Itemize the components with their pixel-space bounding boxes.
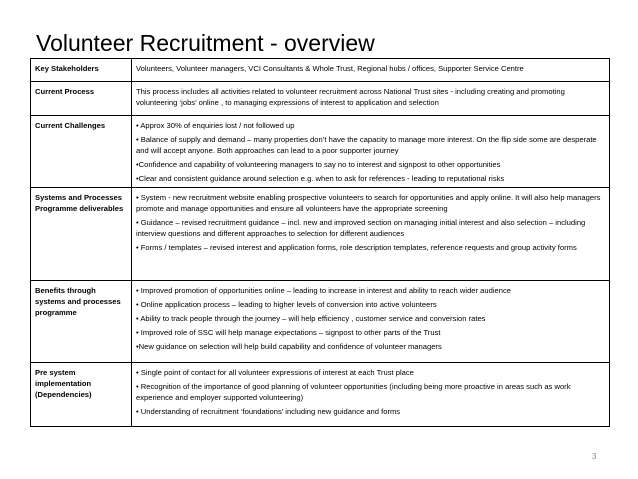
row-label: Systems and Processes Programme deliverables — [31, 188, 132, 281]
row-label: Benefits through systems and processes programme — [31, 281, 132, 363]
row-label: Key Stakeholders — [31, 59, 132, 82]
content-line: • Balance of supply and demand – many properties don’t have the capacity to manage more interest. On the flip side some are desperate and will accept anyone. Both approaches can lead to a poor supporter journey — [136, 135, 597, 155]
content-line: •New guidance on selection will help build capability and confidence of volunteer managers — [136, 342, 442, 351]
row-content — [132, 59, 610, 82]
content-line: •Confidence and capability of volunteering managers to say no to interest and signpost to other opportunities — [136, 160, 501, 169]
row-label: Current Challenges — [31, 116, 132, 188]
content-line: •Clear and consistent guidance around selection e.g. when to ask for references - leading to reputational risks — [136, 174, 505, 183]
row-content — [132, 363, 610, 427]
content-line: This process includes all activities related to volunteer recruitment across National Trust sites - including creating and promoting volunteering ‘jobs’ online , to managing expressions of interest to application and selection — [136, 87, 565, 107]
table-row — [31, 363, 610, 427]
table-row — [31, 59, 610, 82]
row-label: Current Process — [31, 82, 132, 116]
row-content — [132, 281, 610, 363]
content-line: • Improved promotion of opportunities online – leading to increase in interest and ability to reach wider audience — [136, 286, 511, 295]
table-row — [31, 188, 610, 281]
content-line: • Understanding of recruitment ‘foundations’ including new guidance and forms — [136, 407, 401, 416]
table-row — [31, 116, 610, 188]
slide-title: Volunteer Recruitment - overview — [36, 30, 375, 56]
content-line: • Online application process – leading to higher levels of conversion into active volunteers — [136, 300, 437, 309]
overview-table — [30, 58, 610, 427]
content-line: • System - new recruitment website enabling prospective volunteers to search for opportunities and apply online. It will also help managers promote and manage opportunities and ensure all volunteers have the appropriate screening — [136, 193, 601, 213]
page-number: 3 — [592, 452, 597, 461]
row-label: Pre system implementation (Dependencies) — [31, 363, 132, 427]
row-content — [132, 188, 610, 281]
content-line: • Forms / templates – revised interest and application forms, role description templates, reference requests and group activity forms — [136, 243, 577, 252]
table-row — [31, 82, 610, 116]
row-content — [132, 82, 610, 116]
table-row — [31, 281, 610, 363]
content-line: Volunteers, Volunteer managers, VCI Consultants & Whole Trust, Regional hubs / offices, Supporter Service Centre — [136, 64, 524, 73]
content-line: • Guidance – revised recruitment guidance – incl. new and improved section on managing initial interest and also selection – including interview questions and different approaches to selection for different audiences — [136, 218, 586, 238]
content-line: • Single point of contact for all volunteer expressions of interest at each Trust place — [136, 368, 414, 377]
content-line: • Improved role of SSC will help manage expectations – signpost to other parts of the Trust — [136, 328, 441, 337]
content-line: • Ability to track people through the journey – will help efficiency , customer service and conversion rates — [136, 314, 486, 323]
content-line: • Recognition of the importance of good planning of volunteer opportunities (including being more proactive in areas such as work experience and employer supported volunteering) — [136, 382, 571, 402]
row-content — [132, 116, 610, 188]
content-line: • Approx 30% of enquiries lost / not followed up — [136, 121, 295, 130]
